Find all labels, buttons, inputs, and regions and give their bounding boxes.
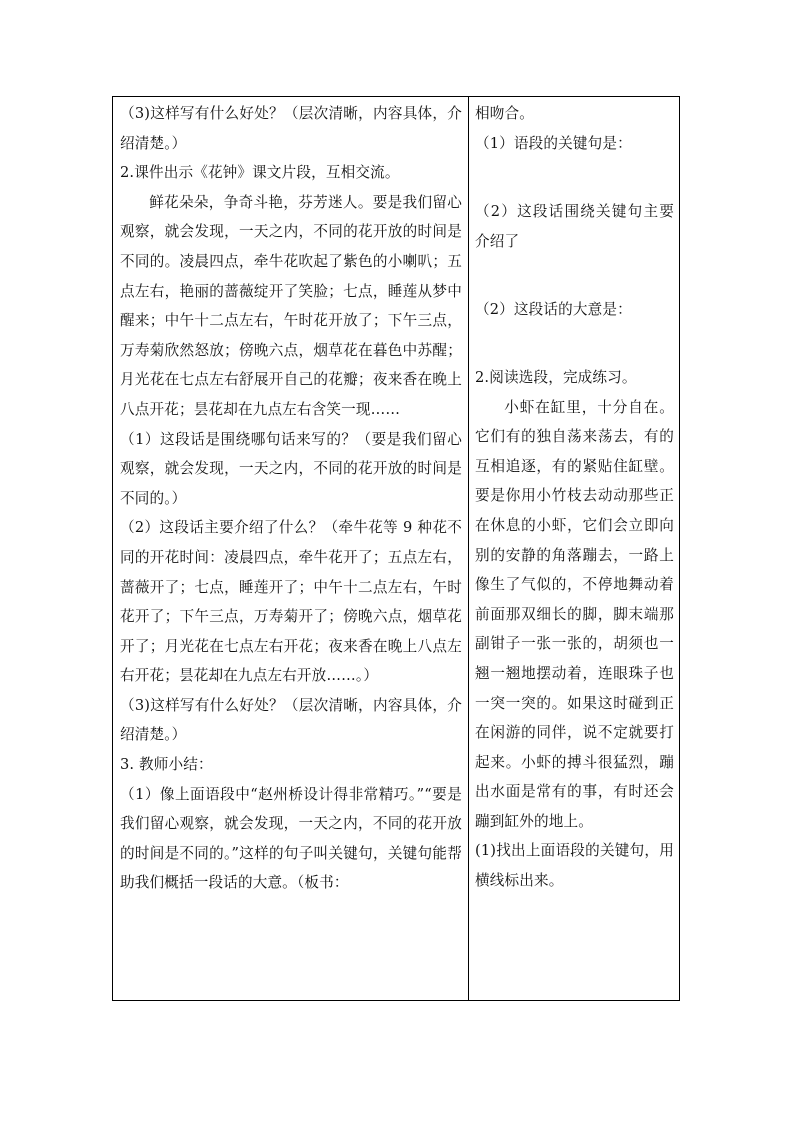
left-paragraph-1: （3)这样写有什么好处？（层次清晰，内容具体，介绍清楚。） [120,105,462,152]
left-paragraph-4: （1）这段话是围绕哪句话来写的？（要是我们留心观察，就会发现，一天之内，不同的花开放的时间是不同的。） [120,430,462,507]
right-paragraph-6: 小虾在缸里，十分自在。它们有的独自荡来荡去，有的互相追逐，有的紧贴住缸壁。要是你用小竹枝去动动那些正在休息的小虾，它们会立即向别的安静的角落蹦去，一路上像生了气似的，不停地舞动着前面那双细长的脚，脚末端那副钳子一张一张的，胡须也一翘一翘地摆动着，连眼珠子也一突一突的。如果这时碰到正在闲游的同伴，说不定就要打起来。小虾的搏斗很猛烈，蹦出水面是常有的事，有时还会蹦到缸外的地上。 [475,398,674,830]
right-paragraph-4: （2）这段话的大意是： [475,301,632,319]
right-paragraph-1: 相吻合。 [475,105,534,122]
right-paragraph-5: 2.阅读选段，完成练习。 [475,368,637,386]
right-column [469,97,679,1000]
left-paragraph-6: （3)这样写有什么好处？（层次清晰，内容具体，介绍清楚。） [120,696,462,744]
right-paragraph-2: （1）语段的关键句是： [475,134,632,152]
right-paragraph-3: （2）这段话围绕关键句主要介绍了 [475,203,674,250]
left-column [113,97,468,1000]
answer-space-2 [475,256,674,295]
left-paragraph-2: 2.课件出示《花钟》课文片段，互相交流。 [120,164,400,182]
left-paragraph-7: 3. 教师小结： [120,756,213,774]
lesson-table [112,96,680,1001]
answer-space-1 [475,158,674,197]
left-paragraph-5: （2）这段话主要介绍了什么？（牵牛花等 9 种花不同的开花时间：凌晨四点，牵牛花开了；五点左右，蔷薇开了；七点，睡莲开了；中午十二点左右，午时花开了；下午三点，万寿菊开了；傍晚六点，烟草花开了；月光花在七点左右开花；夜来香在晚上八点左右开花；昙花却在九点左右开放……。） [120,519,462,685]
left-paragraph-3: 鲜花朵朵，争奇斗艳，芬芳迷人。要是我们留心观察，就会发现，一天之内，不同的花开放的时间是不同的。凌晨四点，牵牛花吹起了紫色的小喇叭；五点左右，艳丽的蔷薇绽开了笑脸；七点，睡莲从梦中醒来；中午十二点左右，午时花开放了；下午三点，万寿菊欣然怒放；傍晚六点，烟草花在暮色中苏醒；月光花在七点左右舒展开自己的花瓣；夜来香在晚上八点开花；昙花却在九点左右含笑一现…… [120,193,462,418]
answer-space-3 [475,325,674,363]
right-paragraph-7: (1)找出上面语段的关键句，用横线标出来。 [475,842,674,890]
left-paragraph-8: （1）像上面语段中“赵州桥设计得非常精巧。”“要是我们留心观察，就会发现，一天之内，不同的花开放的时间是不同的。”这样的句子叫关键句，关键句能帮助我们概括一段话的大意。（板书： [120,785,462,892]
